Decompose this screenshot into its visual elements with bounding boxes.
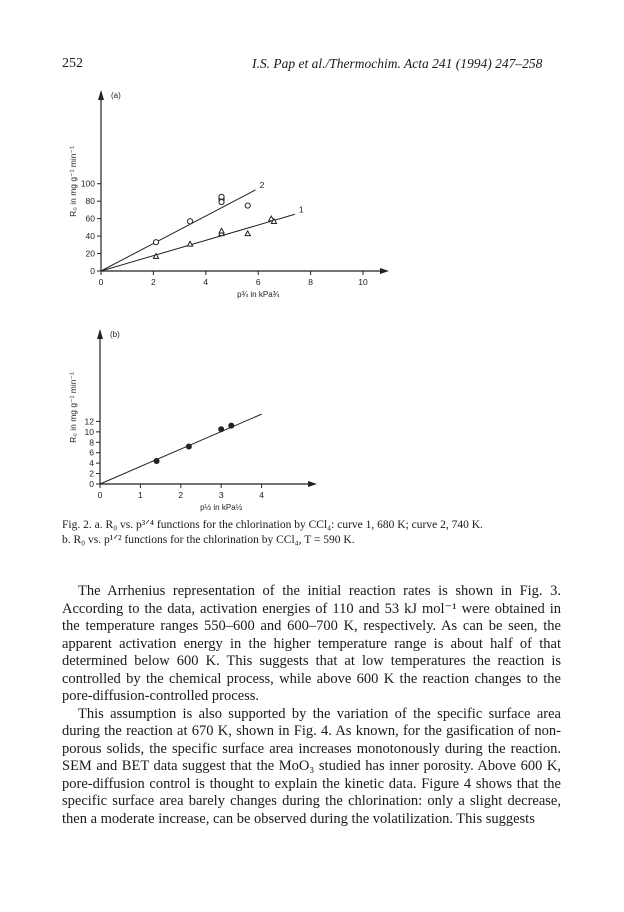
data-point-circle (153, 240, 158, 245)
panel-label: (b) (110, 330, 120, 339)
y-tick-label: 8 (89, 437, 94, 448)
panel-label: (a) (111, 91, 121, 100)
y-axis-label: R₀ in mg g⁻¹ min⁻¹ (68, 372, 78, 443)
x-tick-label: 10 (358, 277, 368, 287)
x-tick-label: 3 (218, 490, 224, 500)
chart-b (0, 315, 624, 515)
x-axis-label: p½ in kPa½ (200, 503, 243, 512)
x-tick-label: 0 (97, 490, 103, 500)
data-point-dot (218, 426, 224, 432)
x-tick-label: 8 (308, 277, 313, 287)
x-tick-label: 4 (203, 277, 209, 287)
y-tick-label: 4 (89, 458, 94, 469)
page-number: 252 (62, 56, 83, 71)
data-point-circle (245, 203, 250, 208)
y-tick-label: 6 (89, 447, 94, 458)
data-point-dot (186, 443, 192, 449)
data-point-dot (154, 458, 160, 464)
x-axis-arrowhead (308, 481, 317, 487)
x-axis-arrowhead (380, 268, 389, 274)
x-tick-label: 2 (178, 490, 184, 500)
y-tick-label: 60 (85, 213, 95, 224)
y-axis-label: R₀ in mg g⁻¹ min⁻¹ (68, 146, 78, 217)
data-point-triangle (187, 241, 192, 246)
fit-line (101, 190, 256, 271)
caption-line-2: b. R₀ vs. p¹ᐟ² functions for the chlorination by CCl₄, T = 590 K. (62, 534, 355, 546)
x-tick-label: 1 (138, 490, 143, 500)
curve-label: 1 (298, 204, 304, 215)
y-tick-label: 100 (80, 178, 95, 189)
y-tick-label: 80 (85, 196, 95, 207)
running-head: I.S. Pap et al./Thermochim. Acta 241 (1994) 247–258 (252, 56, 543, 71)
fit-line (100, 414, 262, 484)
y-tick-label: 10 (84, 426, 94, 437)
paragraph-1: The Arrhenius representation of the initial reaction rates is shown in Fig. 3. According to the data, activation energies of 110 and 53 kJ mol⁻¹ were obtained in the temperature ranges 550–600 and 600–700 K, respectively. As can be seen, the apparent activation energy in the higher temperature range is about half of that determined below 600 K. This suggests that at low temperatures the reaction is controlled by the chemical process, while above 600 K the reaction changes to the pore-diffusion-controlled process. (62, 583, 561, 704)
data-point-circle (219, 194, 224, 199)
caption-line-1: Fig. 2. a. R₀ vs. p³ᐟ⁴ functions for the chlorination by CCl₄: curve 1, 680 K; curve 2, 740 K. (62, 519, 483, 531)
data-point-circle (187, 219, 192, 224)
data-point-dot (228, 423, 234, 429)
y-tick-label: 20 (85, 248, 95, 259)
fit-line (101, 214, 295, 271)
x-tick-label: 2 (151, 277, 156, 287)
data-point-triangle (245, 231, 250, 236)
x-axis-label: p¾ in kPa¾ (237, 290, 280, 299)
data-point-circle (219, 199, 224, 204)
y-tick-label: 2 (89, 468, 94, 479)
paragraph-2: This assumption is also supported by the variation of the specific surface area during the reaction at 670 K, shown in Fig. 4. As known, for the gasification of non-porous solids, the specific surface area increases monotonously during the reaction. SEM and BET data suggest that the MoO₃ studied has inner porosity. Above 600 K, pore-diffusion control is thought to explain the kinetic data. Figure 4 shows that the specific surface area barely changes during the chlorination: only a slight decrease, then a moderate increase, can be observed during the volatilization. This suggests (62, 705, 561, 827)
figure-caption (62, 518, 562, 548)
y-tick-label: 0 (89, 479, 94, 489)
chart-a (0, 80, 624, 310)
curve-label: 2 (259, 179, 265, 190)
y-tick-label: 0 (90, 266, 95, 276)
x-tick-label: 4 (259, 490, 264, 500)
body-text (62, 583, 561, 828)
y-tick-label: 40 (85, 231, 95, 242)
x-tick-label: 6 (255, 277, 261, 287)
x-tick-label: 0 (98, 277, 104, 287)
data-point-triangle (219, 228, 224, 233)
y-tick-label: 12 (84, 416, 94, 427)
